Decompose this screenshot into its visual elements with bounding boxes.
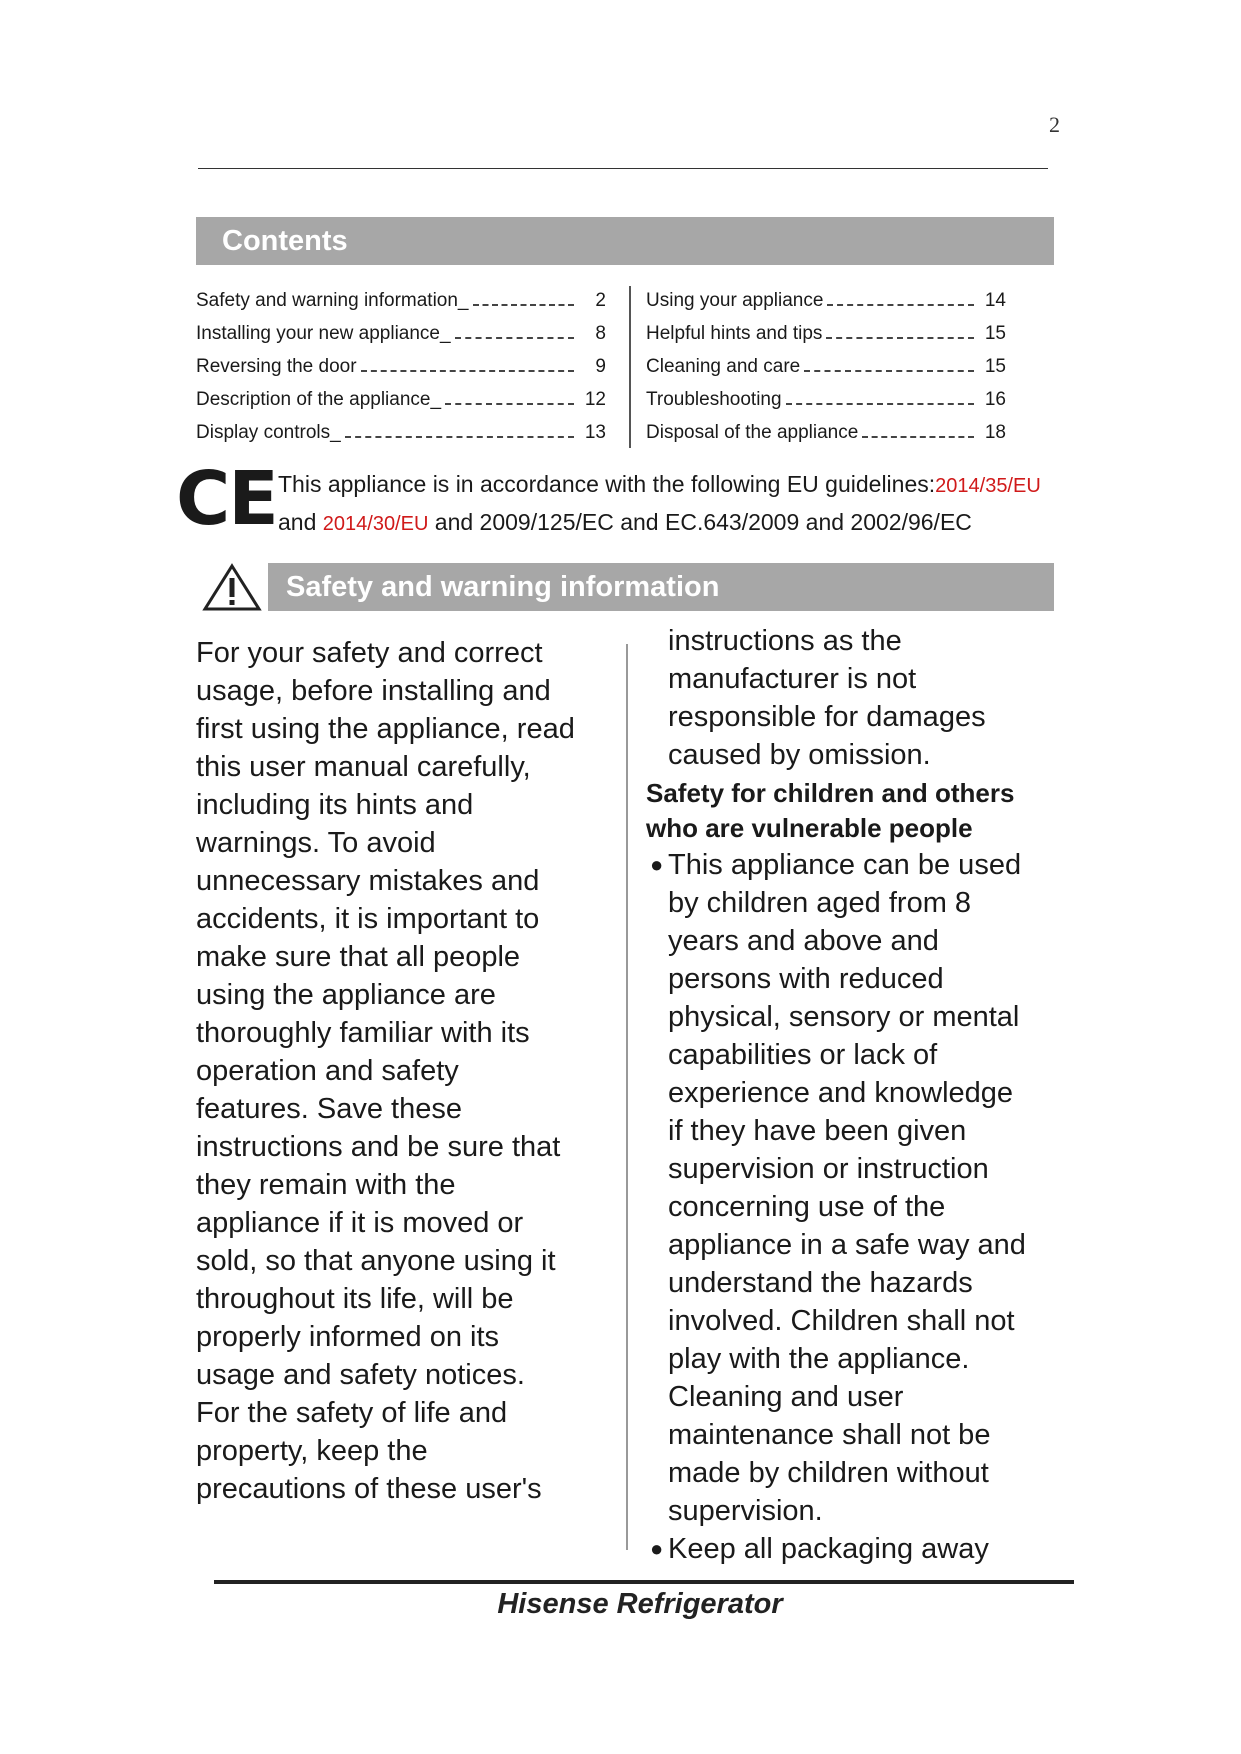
text-line: instructions and be sure that	[196, 1131, 561, 1163]
text-line: warnings. To avoid	[196, 827, 436, 859]
text-line: properly informed on its	[196, 1321, 500, 1353]
toc-entry-title: Reversing the door	[196, 356, 357, 377]
text-line: supervision or instruction	[668, 1153, 989, 1185]
safety-left-column	[196, 634, 616, 1508]
toc-entry-page: 13	[584, 422, 606, 443]
toc-entry[interactable]	[196, 312, 606, 345]
contents-header	[196, 217, 1054, 265]
toc-entry-page: 2	[595, 290, 606, 311]
toc-entry[interactable]	[196, 411, 606, 444]
eu-guidelines-text: This appliance is in accordance with the following EU guidelines:	[278, 471, 936, 497]
text-line: made by children without	[668, 1457, 989, 1489]
toc-entry-page: 16	[984, 389, 1006, 410]
toc-leader	[361, 370, 574, 372]
text-line: concerning use of the	[668, 1191, 946, 1223]
top-rule	[198, 168, 1048, 169]
text-line: this user manual carefully,	[196, 751, 531, 783]
text-line: play with the appliance.	[668, 1343, 970, 1375]
toc-entry[interactable]	[196, 279, 606, 312]
subheading-line: Safety for children and others	[646, 778, 1015, 808]
toc-entry-page: 18	[984, 422, 1006, 443]
text-line: accidents, it is important to	[196, 903, 540, 935]
toc-entry[interactable]	[646, 411, 1006, 444]
bullet-icon: ●	[650, 1536, 664, 1561]
toc-left-column	[196, 279, 606, 444]
text-line: usage and safety notices.	[196, 1359, 525, 1391]
column-divider	[626, 644, 628, 1550]
warning-triangle-icon	[202, 562, 262, 612]
text-line: manufacturer is not	[668, 663, 917, 695]
bullet-item	[646, 1530, 1066, 1568]
contents-title: Contents	[222, 224, 348, 257]
toc-entry[interactable]	[646, 378, 1006, 411]
toc-leader	[826, 337, 974, 339]
eu-directive-code: 2014/30/EU	[322, 513, 429, 535]
children-safety-subheading	[646, 776, 1066, 846]
text-line: appliance if it is moved or	[196, 1207, 524, 1239]
text-line: make sure that all people	[196, 941, 521, 973]
toc-entry-page: 9	[595, 356, 606, 377]
toc-leader	[804, 370, 974, 372]
text-line: appliance in a safe way and	[668, 1229, 1026, 1261]
toc-leader	[827, 304, 974, 306]
text-line: precautions of these user's	[196, 1473, 542, 1505]
text-line: physical, sensory or mental	[668, 1001, 1020, 1033]
bottom-rule	[214, 1580, 1074, 1584]
text-line: experience and knowledge	[668, 1077, 1014, 1109]
text-line: instructions as the	[668, 625, 902, 657]
eu-line-1	[278, 466, 1058, 504]
toc-entry-page: 15	[984, 323, 1006, 344]
text-line: understand the hazards	[668, 1267, 973, 1299]
text-line: using the appliance are	[196, 979, 496, 1011]
text-line: supervision.	[668, 1495, 823, 1527]
text-line: persons with reduced	[668, 963, 944, 995]
text-line: by children aged from 8	[668, 887, 972, 919]
toc-entry[interactable]	[196, 378, 606, 411]
toc-divider	[629, 286, 631, 448]
text-line: For your safety and correct	[196, 637, 543, 669]
toc-entry-title: Disposal of the appliance	[646, 422, 859, 443]
safety-right-column	[646, 622, 1066, 1568]
toc-right-column	[646, 279, 1006, 444]
toc-entry-title: Helpful hints and tips	[646, 323, 823, 344]
toc-entry-title: Troubleshooting	[646, 389, 782, 410]
toc-entry-page: 15	[984, 356, 1006, 377]
toc-entry-title: Safety and warning information_	[196, 290, 469, 311]
text-line: features. Save these	[196, 1093, 462, 1125]
brand-footer: Hisense Refrigerator	[497, 1588, 783, 1620]
text-line: usage, before installing and	[196, 675, 551, 707]
text-line: Cleaning and user	[668, 1381, 904, 1413]
toc-leader	[786, 403, 974, 405]
ce-mark-icon: CE	[176, 456, 277, 542]
toc-entry-title: Display controls_	[196, 422, 341, 443]
toc-entry[interactable]	[646, 279, 1006, 312]
toc-entry-page: 8	[595, 323, 606, 344]
eu-and-text: and	[278, 509, 323, 535]
text-line: property, keep the	[196, 1435, 428, 1467]
toc-leader	[455, 337, 574, 339]
text-line: This appliance can be used	[668, 849, 1022, 881]
toc-leader	[473, 304, 575, 306]
text-line: operation and safety	[196, 1055, 459, 1087]
text-line: Keep all packaging away	[668, 1533, 989, 1565]
text-line: maintenance shall not be	[668, 1419, 991, 1451]
text-line: including its hints and	[196, 789, 474, 821]
safety-title: Safety and warning information	[286, 570, 720, 603]
text-line: capabilities or lack of	[668, 1039, 938, 1071]
toc-entry-page: 12	[584, 389, 606, 410]
toc-entry[interactable]	[646, 312, 1006, 345]
toc-leader	[862, 436, 974, 438]
subheading-line: who are vulnerable people	[646, 813, 973, 843]
text-line: unnecessary mistakes and	[196, 865, 540, 897]
eu-compliance-text	[278, 466, 1058, 542]
text-line: years and above and	[668, 925, 939, 957]
text-line: involved. Children shall not	[668, 1305, 1015, 1337]
text-line: thoroughly familiar with its	[196, 1017, 530, 1049]
bullet-item	[646, 846, 1066, 1530]
text-line: caused by omission.	[668, 739, 931, 771]
text-line: they remain with the	[196, 1169, 456, 1201]
toc-entry-page: 14	[984, 290, 1006, 311]
toc-entry-title: Using your appliance	[646, 290, 824, 311]
toc-entry-title: Installing your new appliance_	[196, 323, 451, 344]
toc-leader	[445, 403, 574, 405]
toc-entry-title: Cleaning and care	[646, 356, 801, 377]
page-number: 2	[1049, 112, 1060, 137]
text-line: sold, so that anyone using it	[196, 1245, 556, 1277]
safety-header	[268, 563, 1054, 611]
text-line: responsible for damages	[668, 701, 986, 733]
toc-entry-title: Description of the appliance_	[196, 389, 442, 410]
eu-directive-code: 2014/35/EU	[935, 475, 1041, 497]
text-line: throughout its life, will be	[196, 1283, 514, 1315]
eu-other-directives: and 2009/125/EC and EC.643/2009 and 2002/96/EC	[428, 509, 972, 535]
text-line: if they have been given	[668, 1115, 967, 1147]
toc-leader	[345, 436, 574, 438]
toc-entry[interactable]	[196, 345, 606, 378]
toc-entry[interactable]	[646, 345, 1006, 378]
text-line: first using the appliance, read	[196, 713, 575, 745]
bullet-icon: ●	[650, 852, 664, 877]
text-line: For the safety of life and	[196, 1397, 508, 1429]
eu-line-2	[278, 504, 1058, 542]
